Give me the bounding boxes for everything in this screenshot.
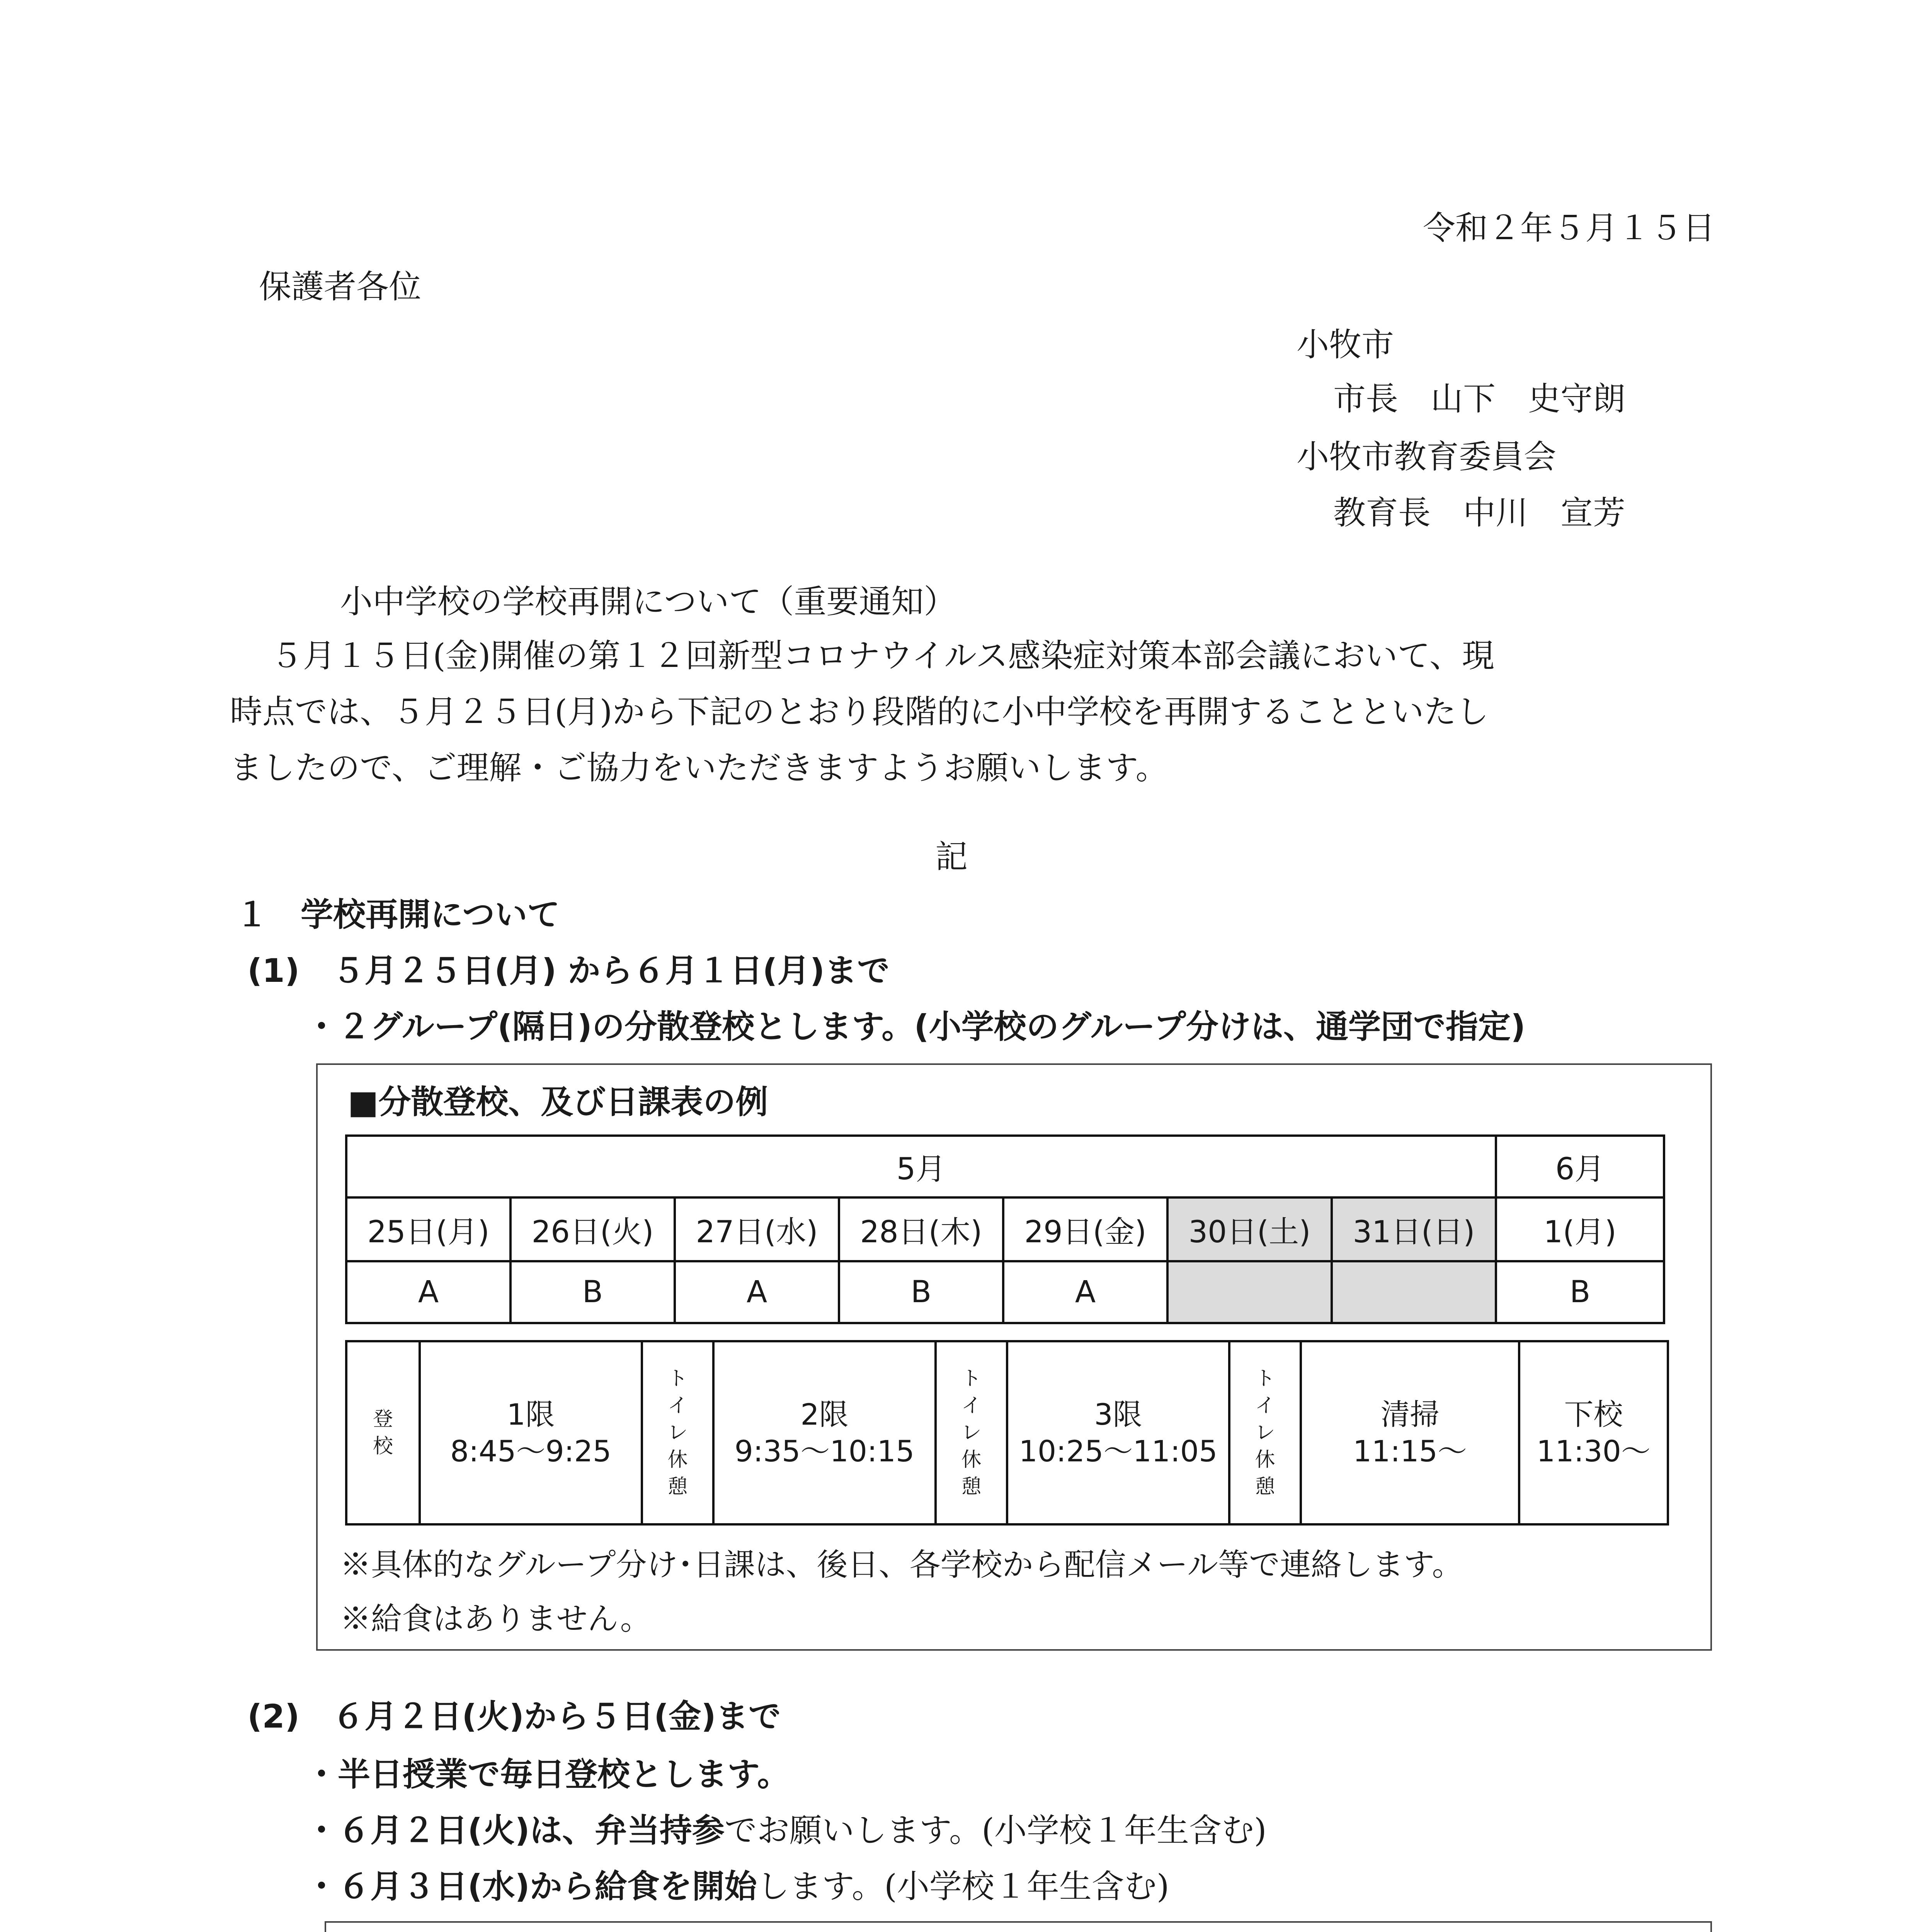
schedule-dismissal: 下校 11:30〜 — [1519, 1341, 1668, 1524]
ki-mark: 記 — [935, 838, 968, 876]
day-cell: 26日(火) — [510, 1197, 675, 1261]
group-cell: B — [510, 1261, 675, 1323]
schedule-period-2: 2限 9:35〜10:15 — [713, 1341, 936, 1524]
attendance-calendar — [345, 1134, 1665, 1324]
sub-2-bullet-3-bold: ・６月３日(水)から給食を開始 — [305, 1867, 757, 1905]
sub-2-heading: (2) ６月２日(火)から５日(金)まで — [247, 1697, 781, 1735]
schedule-toilet-break: ト イ レ 休 憩 — [1229, 1341, 1301, 1524]
sub-1-bullet: ・２グループ(隔日)の分散登校とします。(小学校のグループ分けは、通学団で指定) — [305, 1008, 1526, 1046]
sender-mayor: 市長 山下 史守朗 — [1333, 380, 1626, 418]
group-cell-weekend — [1167, 1261, 1332, 1323]
dispersed-day-schedule — [345, 1340, 1669, 1526]
group-cell: A — [675, 1261, 839, 1323]
body-line-2: 時点では、５月２５日(月)から下記のとおり段階的に小中学校を再開することといたし — [230, 693, 1489, 731]
document-date: 令和２年５月１５日 — [1423, 209, 1715, 247]
group-cell: B — [839, 1261, 1003, 1323]
document-title: 小中学校の学校再開について（重要通知） — [340, 583, 956, 621]
schedule-toilet-break: ト イ レ 休 憩 — [936, 1341, 1007, 1524]
sub-2-bullet-3 — [305, 1867, 1169, 1905]
group-cell-weekend — [1332, 1261, 1496, 1323]
day-cell-weekend: 31日(日) — [1332, 1197, 1496, 1261]
box-1-title: ■分散登校、及び日課表の例 — [348, 1083, 768, 1121]
schedule-period-1: 1限 8:45〜9:25 — [420, 1341, 642, 1524]
day-cell: 1(月) — [1496, 1197, 1664, 1261]
group-cell: A — [1003, 1261, 1167, 1323]
box-1-note-1: ※具体的なグループ分け･日課は、後日、各学校から配信メール等で連絡します。 — [340, 1547, 1463, 1583]
section-1-heading: １ 学校再開について — [236, 896, 560, 934]
group-cell: A — [346, 1261, 510, 1323]
body-line-3: ましたので、ご理解・ご協力をいただきますようお願いします。 — [230, 749, 1168, 787]
timetable-examples-box — [325, 1921, 1712, 1932]
sub-2-bullet-3-rest: します。(小学校１年生含む) — [757, 1867, 1169, 1905]
sub-2-bullet-1: ・半日授業で毎日登校とします。 — [305, 1755, 790, 1793]
schedule-arrival: 登 校 — [346, 1341, 420, 1524]
sub-1-heading: (1) ５月２５日(月) から６月１日(月)まで — [247, 952, 890, 990]
day-cell: 25日(月) — [346, 1197, 510, 1261]
box-1-note-2: ※給食はありません。 — [340, 1601, 651, 1637]
group-cell: B — [1496, 1261, 1664, 1323]
sub-2-bullet-2 — [305, 1811, 1267, 1849]
day-cell: 29日(金) — [1003, 1197, 1167, 1261]
schedule-period-3: 3限 10:25〜11:05 — [1007, 1341, 1229, 1524]
sub-2-bullet-2-rest: でお願いします。(小学校１年生含む) — [724, 1811, 1267, 1849]
schedule-cleaning: 清掃 11:15〜 — [1301, 1341, 1519, 1524]
sub-2-bullet-2-bold: ・６月２日(火)は、弁当持参 — [305, 1811, 725, 1849]
sender-board: 小牧市教育委員会 — [1297, 438, 1557, 476]
schedule-toilet-break: ト イ レ 休 憩 — [642, 1341, 713, 1524]
month-may: 5月 — [346, 1136, 1496, 1197]
sender-city: 小牧市 — [1297, 326, 1394, 364]
recipient: 保護者各位 — [259, 268, 422, 306]
sender-superintendent: 教育長 中川 宣芳 — [1333, 494, 1626, 532]
body-line-1: ５月１５日(金)開催の第１２回新型コロナウイルス感染症対策本部会議において、現 — [271, 637, 1494, 675]
day-cell: 27日(水) — [675, 1197, 839, 1261]
month-june: 6月 — [1496, 1136, 1664, 1197]
day-cell-weekend: 30日(土) — [1167, 1197, 1332, 1261]
day-cell: 28日(木) — [839, 1197, 1003, 1261]
